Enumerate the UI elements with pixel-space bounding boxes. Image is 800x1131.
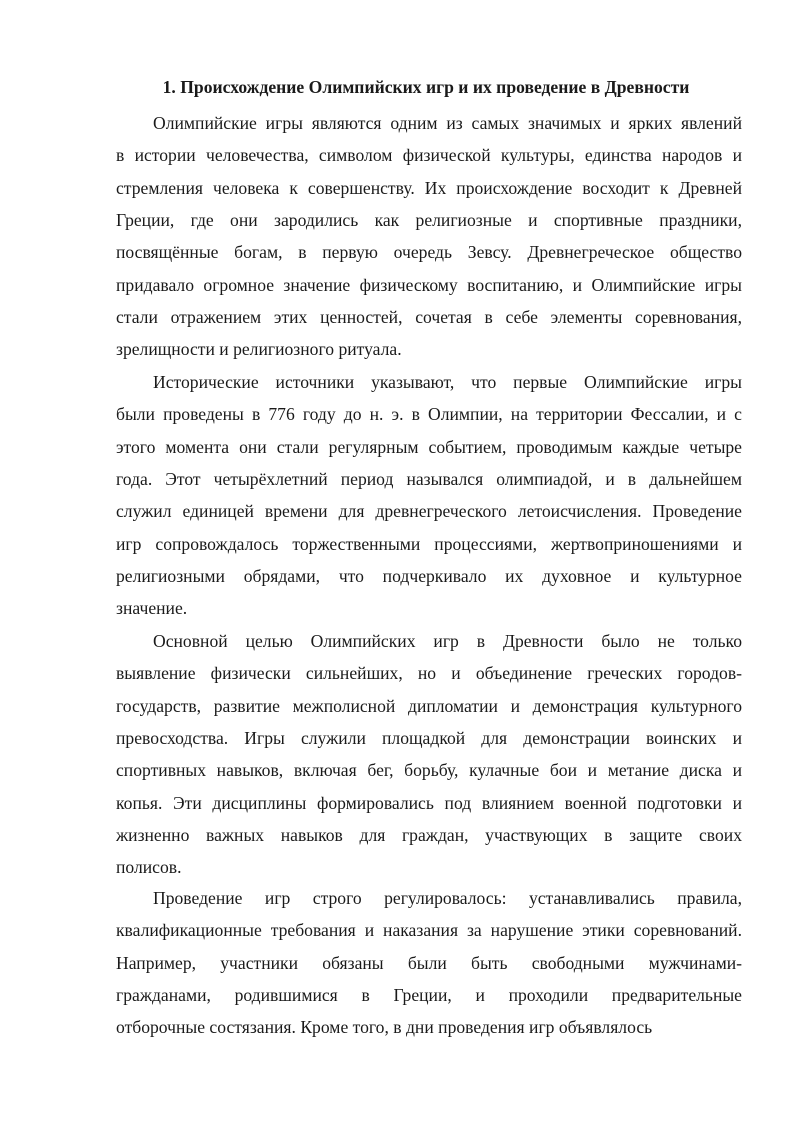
text-line: стали отражением этих ценностей, сочетая в себе элементы соревнования, [116, 306, 742, 327]
text-line: Основной целью Олимпийских игр в Древности было не только [153, 631, 742, 651]
text-line: Например, участники обязаны были быть свободными мужчинами- [116, 952, 742, 973]
text-line: игр сопровождалось торжественными процессиями, жертвоприношениями и [116, 533, 742, 554]
text-line: Проведение игр строго регулировалось: устанавливались правила, [153, 888, 742, 908]
text-line: государств, развитие межполисной дипломатии и демонстрация культурного [116, 695, 742, 716]
text-line: года. Этот четырёхлетний период назывался олимпиадой, и в дальнейшем [116, 468, 742, 489]
text-line: стремления человека к совершенству. Их происхождение восходит к Древней [116, 177, 742, 198]
text-line: выявление физически сильнейших, но и объединение греческих городов- [116, 663, 742, 684]
text-line: отборочные состязания. Кроме того, в дни проведения игр объявлялось [116, 1017, 653, 1038]
text-line: религиозными обрядами, что подчеркивало их духовное и культурное [116, 565, 742, 586]
text-line: жизненно важных навыков для граждан, участвующих в защите своих [116, 824, 742, 845]
text-line: полисов. [116, 857, 182, 878]
text-line: придавало огромное значение физическому воспитанию, и Олимпийские игры [116, 274, 742, 295]
text-line: этого момента они стали регулярным событием, проводимым каждые четыре [116, 436, 742, 457]
text-line: посвящённые богам, в первую очередь Зевсу. Древнегреческое общество [116, 242, 742, 263]
text-line: Исторические источники указывают, что первые Олимпийские игры [153, 372, 742, 392]
text-line: зрелищности и религиозного ритуала. [116, 339, 402, 360]
text-line: спортивных навыков, включая бег, борьбу, кулачные бои и метание диска и [116, 760, 742, 781]
text-line: в истории человечества, символом физической культуры, единства народов и [116, 145, 742, 166]
text-line: гражданами, родившимися в Греции, и проходили предварительные [116, 984, 742, 1005]
text-line: квалификационные требования и наказания за нарушение этики соревнований. [116, 920, 742, 941]
section-heading: 1. Происхождение Олимпийских игр и их проведение в Древности [162, 77, 690, 97]
text-line: Олимпийские игры являются одним из самых значимых и ярких явлений [153, 113, 742, 133]
text-line: копья. Эти дисциплины формировались под влиянием военной подготовки и [116, 792, 742, 813]
text-line: служил единицей времени для древнегреческого летоисчисления. Проведение [116, 501, 742, 522]
text-line: Греции, где они зародились как религиозные и спортивные праздники, [116, 209, 742, 230]
text-line: значение. [116, 598, 188, 619]
text-line: были проведены в 776 году до н. э. в Олимпии, на территории Фессалии, и с [116, 404, 742, 425]
text-line: превосходства. Игры служили площадкой для демонстрации воинских и [116, 727, 742, 748]
